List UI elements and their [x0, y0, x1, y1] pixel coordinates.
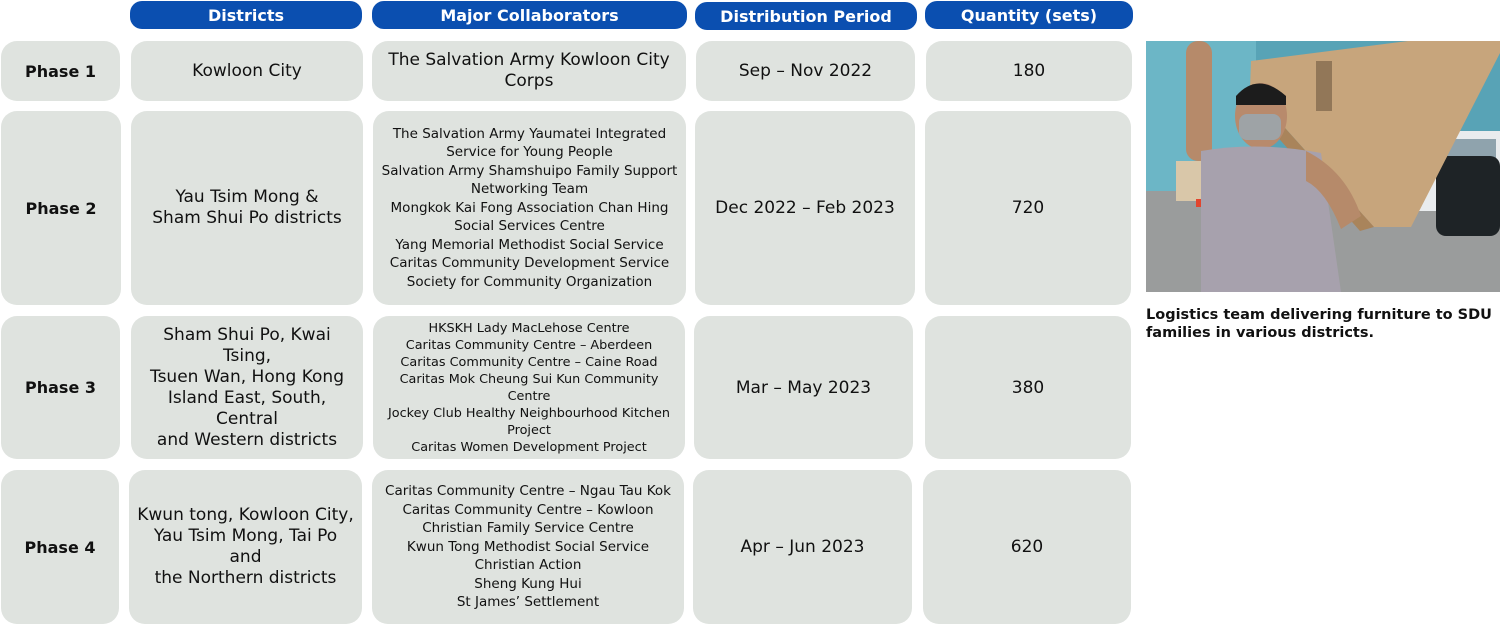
collaborator-line: Christian Family Service Centre [422, 520, 634, 537]
collaborators-cell [373, 316, 685, 459]
quantity-cell: 620 [923, 470, 1131, 624]
collaborator-line: Caritas Mok Cheung Sui Kun Community Centre [399, 371, 659, 404]
district-line: the Northern districts [154, 568, 337, 588]
district-line: Yau Tsim Mong & [175, 187, 319, 207]
photo-caption: Logistics team delivering furniture to SDU families in various districts. [1146, 307, 1492, 341]
collaborator-line: Christian Action [474, 557, 582, 574]
delivery-photo [1146, 41, 1500, 292]
collaborator-line: Salvation Army Shamshuipo Family Support [381, 162, 678, 179]
collaborator-line: Sheng Kung Hui [474, 575, 582, 592]
collaborators-cell [372, 470, 684, 624]
collaborators-cell [373, 111, 686, 305]
collaborators-cell [372, 41, 686, 101]
quantity-cell: 180 [926, 41, 1132, 101]
collaborator-line: Caritas Community Centre – Ngau Tau Kok [385, 483, 671, 500]
collaborator-line: St James’ Settlement [456, 594, 600, 611]
collaborator-line: Social Services Centre [454, 218, 605, 235]
phase-label: Phase 4 [1, 470, 119, 624]
header-period: Distribution Period [695, 2, 917, 30]
collaborator-line: Kwun Tong Methodist Social Service [406, 538, 650, 555]
collaborator-line: Caritas Women Development Project [411, 439, 647, 455]
district-line: Yau Tsim Mong, Tai Po and [153, 526, 338, 567]
district-cell [131, 316, 363, 459]
district-line: Sham Shui Po, Kwai Tsing, [163, 324, 331, 366]
collaborator-line: Society for Community Organization [406, 273, 653, 290]
district-line: Kowloon City [192, 60, 302, 81]
district-line: Island East, South, Central [167, 387, 327, 429]
header-quantity: Quantity (sets) [925, 1, 1133, 29]
collaborator-line: Caritas Community Centre – Aberdeen [405, 337, 653, 353]
collaborator-line: Caritas Community Centre – Caine Road [400, 354, 658, 370]
delivery-photo-illustration [1146, 41, 1500, 292]
period-cell: Dec 2022 – Feb 2023 [695, 111, 915, 305]
period-cell: Apr – Jun 2023 [693, 470, 912, 624]
collaborator-line: Networking Team [470, 181, 589, 198]
collaborator-line: The Salvation Army Kowloon City [388, 50, 670, 70]
collaborator-line: Yang Memorial Methodist Social Service [395, 236, 664, 253]
period-cell: Mar – May 2023 [694, 316, 913, 459]
quantity-cell: 720 [925, 111, 1131, 305]
district-cell [131, 41, 363, 101]
collaborator-line: Mongkok Kai Fong Association Chan Hing [390, 199, 669, 216]
district-cell [131, 111, 363, 305]
phase-label: Phase 3 [1, 316, 120, 459]
district-line: Kwun tong, Kowloon City, [137, 505, 354, 525]
district-cell [129, 470, 362, 624]
period-cell: Sep – Nov 2022 [696, 41, 915, 101]
quantity-cell: 380 [925, 316, 1131, 459]
header-districts: Districts [130, 1, 362, 29]
collaborator-line: Service for Young People [446, 144, 613, 161]
collaborator-line: HKSKH Lady MacLehose Centre [428, 320, 630, 336]
collaborator-line: Corps [504, 71, 554, 91]
collaborator-line: Project [507, 422, 551, 438]
district-line: Tsuen Wan, Hong Kong [150, 366, 344, 387]
phase-label: Phase 2 [1, 111, 121, 305]
collaborator-line: Caritas Community Development Service [389, 255, 670, 272]
phase-label: Phase 1 [1, 41, 120, 101]
collaborator-line: Jockey Club Healthy Neighbourhood Kitchen [388, 405, 670, 421]
district-line: and Western districts [156, 429, 338, 450]
header-collaborators: Major Collaborators [372, 1, 687, 29]
collaborator-line: Caritas Community Centre – Kowloon [402, 501, 654, 518]
district-line: Sham Shui Po districts [152, 208, 342, 228]
collaborator-line: The Salvation Army Yaumatei Integrated [392, 125, 667, 142]
